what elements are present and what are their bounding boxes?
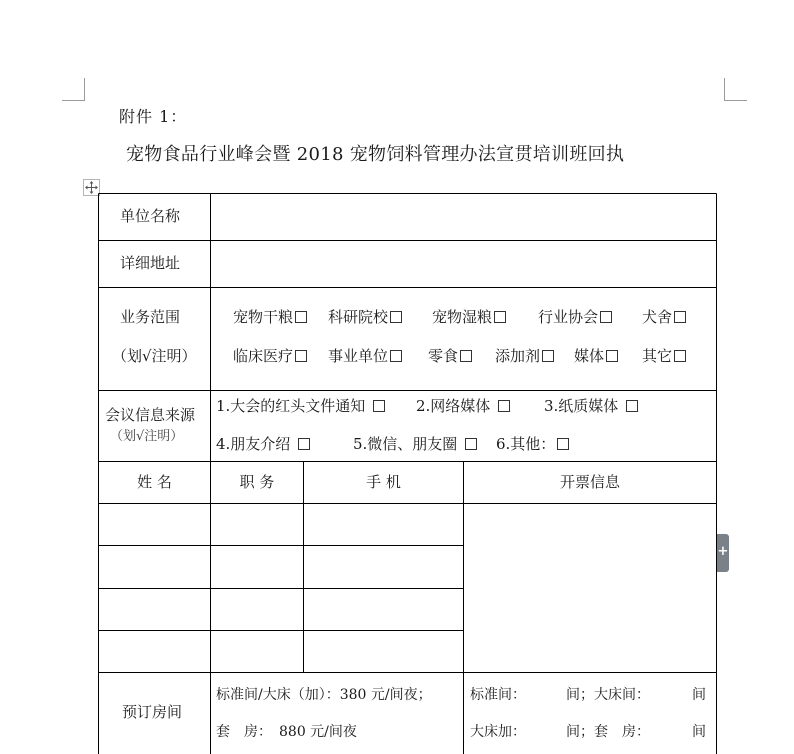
- address-label: 详细地址: [120, 254, 181, 272]
- attendee-position-input[interactable]: [211, 631, 303, 672]
- invoice-info-input[interactable]: [464, 504, 716, 672]
- business-option[interactable]: 宠物湿粮: [432, 307, 508, 327]
- checkbox-icon[interactable]: [373, 400, 385, 412]
- attendee-phone-input[interactable]: [304, 589, 463, 630]
- document-title: 宠物食品行业峰会暨 2018 宠物饲料管理办法宣贯培训班回执: [126, 144, 625, 165]
- room-extra-bed-label: 大床加：: [470, 724, 526, 740]
- checkbox-icon[interactable]: [606, 350, 618, 362]
- checkbox-icon[interactable]: [298, 438, 310, 450]
- checkbox-icon[interactable]: [498, 400, 510, 412]
- business-option[interactable]: 其它: [642, 346, 688, 366]
- header-phone: 手 机: [366, 473, 401, 491]
- business-option[interactable]: 临床医疗: [233, 346, 309, 366]
- unit-name-label: 单位名称: [120, 207, 181, 225]
- checkbox-icon[interactable]: [390, 350, 402, 362]
- info-source-option[interactable]: 2.网络媒体: [416, 396, 512, 416]
- business-option[interactable]: 添加剂: [495, 346, 556, 366]
- business-option[interactable]: 科研院校: [328, 307, 404, 327]
- info-source-hint: （划√注明）: [110, 429, 184, 444]
- add-row-button[interactable]: [717, 534, 729, 572]
- info-source-label: 会议信息来源: [105, 406, 196, 424]
- checkbox-icon[interactable]: [674, 311, 686, 323]
- info-source-option[interactable]: 3.纸质媒体: [544, 396, 640, 416]
- attendee-position-input[interactable]: [211, 589, 303, 630]
- business-option[interactable]: 宠物干粮: [233, 307, 309, 327]
- business-option[interactable]: 零食: [428, 346, 474, 366]
- room-unit: 间: [692, 724, 706, 740]
- checkbox-icon[interactable]: [295, 350, 307, 362]
- attendee-phone-input[interactable]: [304, 546, 463, 588]
- business-option[interactable]: 事业单位: [328, 346, 404, 366]
- room-unit: 间: [692, 687, 706, 703]
- checkbox-icon[interactable]: [390, 311, 402, 323]
- info-source-option[interactable]: 4.朋友介绍: [216, 434, 312, 454]
- room-price-line-2: 套 房： 880 元/间夜: [216, 724, 357, 740]
- checkbox-icon[interactable]: [465, 438, 477, 450]
- room-label: 预订房间: [122, 703, 183, 721]
- business-scope-label: 业务范围: [120, 308, 181, 326]
- header-invoice: 开票信息: [559, 473, 620, 491]
- attendee-name-input[interactable]: [99, 546, 210, 588]
- info-source-option[interactable]: 1.大会的红头文件通知: [216, 396, 387, 416]
- header-name: 姓 名: [137, 473, 172, 491]
- attendee-name-input[interactable]: [99, 631, 210, 672]
- checkbox-icon[interactable]: [674, 350, 686, 362]
- attendee-position-input[interactable]: [211, 504, 303, 545]
- checkbox-icon[interactable]: [460, 350, 472, 362]
- room-bigbed-label: 间；大床间：: [566, 687, 650, 703]
- attendee-phone-input[interactable]: [304, 504, 463, 545]
- checkbox-icon[interactable]: [600, 311, 612, 323]
- business-scope-hint: （划√注明）: [112, 347, 197, 365]
- header-position: 职 务: [239, 473, 275, 491]
- info-source-option[interactable]: 5.微信、朋友圈: [353, 434, 479, 454]
- attendee-phone-input[interactable]: [304, 631, 463, 672]
- checkbox-icon[interactable]: [557, 438, 569, 450]
- info-source-option[interactable]: 6.其他：: [496, 434, 571, 454]
- checkbox-icon[interactable]: [626, 400, 638, 412]
- business-option[interactable]: 行业协会: [538, 307, 614, 327]
- unit-name-input[interactable]: [212, 196, 714, 238]
- business-option[interactable]: 犬舍: [642, 307, 688, 327]
- address-input[interactable]: [212, 243, 714, 285]
- plus-icon: +: [717, 544, 729, 559]
- room-standard-label: 标准间：: [470, 687, 526, 703]
- room-price-line-1: 标准间/大床（加）：380 元/间夜；: [216, 687, 432, 703]
- business-option[interactable]: 媒体: [574, 346, 620, 366]
- room-suite-label: 间；套 房：: [566, 724, 650, 740]
- checkbox-icon[interactable]: [542, 350, 554, 362]
- attendee-name-input[interactable]: [99, 589, 210, 630]
- attachment-label: 附件 1：: [119, 107, 188, 126]
- checkbox-icon[interactable]: [295, 311, 307, 323]
- attendee-name-input[interactable]: [99, 504, 210, 545]
- attendee-position-input[interactable]: [211, 546, 303, 588]
- checkbox-icon[interactable]: [494, 311, 506, 323]
